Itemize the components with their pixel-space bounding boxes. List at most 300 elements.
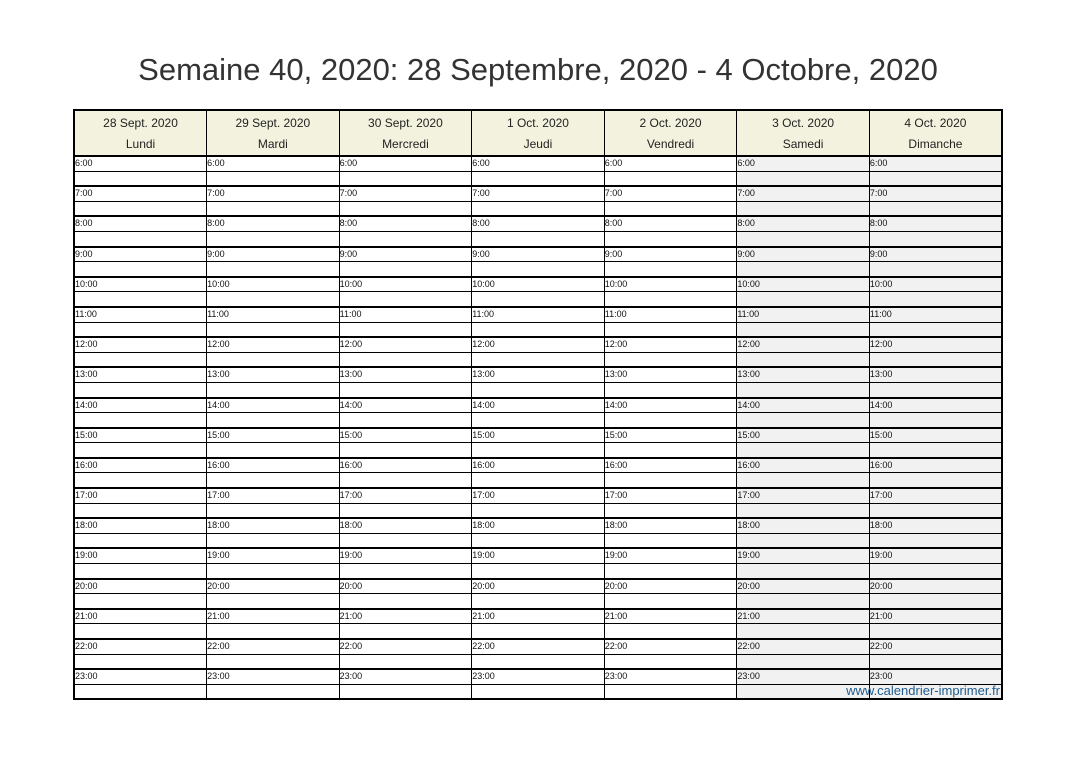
hour-row (74, 186, 1002, 201)
time-slot[interactable]: 20:00 (869, 579, 1002, 594)
time-slot[interactable]: 19:00 (737, 548, 870, 563)
time-slot[interactable] (207, 201, 340, 216)
day-name: Samedi (782, 136, 824, 151)
time-slot[interactable]: 11:00 (869, 307, 1002, 322)
time-slot[interactable] (207, 322, 340, 337)
time-slot[interactable]: 18:00 (339, 518, 472, 533)
time-slot[interactable]: 17:00 (869, 488, 1002, 503)
day-name: Mercredi (382, 136, 429, 151)
time-slot[interactable]: 17:00 (339, 488, 472, 503)
time-slot[interactable]: 20:00 (737, 579, 870, 594)
time-slot[interactable]: 7:00 (472, 186, 605, 201)
time-slot[interactable] (604, 654, 737, 669)
time-slot[interactable]: 21:00 (869, 609, 1002, 624)
time-slot[interactable]: 8:00 (472, 216, 605, 231)
time-slot[interactable] (207, 171, 340, 186)
time-slot[interactable] (604, 624, 737, 639)
time-slot[interactable] (604, 171, 737, 186)
time-slot[interactable]: 13:00 (869, 367, 1002, 382)
time-slot[interactable] (207, 564, 340, 579)
time-slot[interactable] (74, 503, 207, 518)
time-slot[interactable] (74, 201, 207, 216)
time-slot[interactable] (339, 443, 472, 458)
time-slot[interactable]: 21:00 (207, 609, 340, 624)
time-slot[interactable] (737, 533, 870, 548)
time-slot[interactable] (869, 624, 1002, 639)
time-slot[interactable] (74, 443, 207, 458)
day-date: 28 Sept. 2020 (103, 115, 178, 130)
time-slot[interactable]: 11:00 (472, 307, 605, 322)
time-slot[interactable] (737, 503, 870, 518)
time-slot[interactable] (869, 262, 1002, 277)
day-date: 1 Oct. 2020 (506, 115, 569, 130)
time-slot[interactable]: 23:00 (472, 669, 605, 684)
time-slot[interactable] (207, 684, 340, 699)
time-slot[interactable]: 18:00 (74, 518, 207, 533)
time-slot[interactable]: 17:00 (604, 488, 737, 503)
time-slot[interactable] (472, 171, 605, 186)
time-slot[interactable]: 10:00 (472, 277, 605, 292)
time-slot[interactable]: 7:00 (604, 186, 737, 201)
day-header-samedi (737, 110, 870, 156)
time-slot[interactable] (207, 533, 340, 548)
time-slot[interactable]: 20:00 (74, 579, 207, 594)
time-slot[interactable]: 10:00 (339, 277, 472, 292)
time-slot[interactable]: 13:00 (604, 367, 737, 382)
time-slot[interactable] (74, 413, 207, 428)
time-slot[interactable] (869, 533, 1002, 548)
day-name: Vendredi (646, 136, 695, 151)
time-slot[interactable]: 6:00 (604, 156, 737, 171)
time-slot[interactable] (339, 684, 472, 699)
time-slot[interactable]: 20:00 (207, 579, 340, 594)
time-slot[interactable] (737, 292, 870, 307)
time-slot[interactable] (207, 262, 340, 277)
time-slot[interactable]: 14:00 (472, 398, 605, 413)
time-slot[interactable] (207, 443, 340, 458)
time-slot[interactable] (207, 382, 340, 397)
time-slot[interactable] (472, 624, 605, 639)
time-slot[interactable] (869, 171, 1002, 186)
time-slot[interactable]: 12:00 (604, 337, 737, 352)
time-slot[interactable] (869, 443, 1002, 458)
time-slot[interactable] (737, 413, 870, 428)
day-date: 30 Sept. 2020 (368, 115, 443, 130)
time-slot[interactable] (207, 654, 340, 669)
day-header-vendredi (604, 110, 737, 156)
time-slot[interactable] (737, 654, 870, 669)
time-slot[interactable]: 9:00 (207, 247, 340, 262)
time-slot[interactable] (74, 171, 207, 186)
time-slot[interactable]: 10:00 (737, 277, 870, 292)
time-slot[interactable]: 10:00 (207, 277, 340, 292)
half-hour-row (74, 473, 1002, 488)
time-slot[interactable] (869, 564, 1002, 579)
time-slot[interactable]: 13:00 (74, 367, 207, 382)
time-slot[interactable]: 14:00 (74, 398, 207, 413)
hour-row (74, 216, 1002, 231)
time-slot[interactable]: 8:00 (604, 216, 737, 231)
day-header-dimanche (869, 110, 1002, 156)
time-slot[interactable] (74, 382, 207, 397)
time-slot[interactable] (604, 533, 737, 548)
time-slot[interactable] (472, 413, 605, 428)
time-slot[interactable]: 13:00 (339, 367, 472, 382)
time-slot[interactable] (869, 654, 1002, 669)
time-slot[interactable] (472, 352, 605, 367)
time-slot[interactable]: 22:00 (869, 639, 1002, 654)
time-slot[interactable] (869, 594, 1002, 609)
website-link[interactable]: www.calendrier-imprimer.fr (846, 683, 1000, 698)
time-slot[interactable] (869, 413, 1002, 428)
time-slot[interactable] (339, 654, 472, 669)
time-slot[interactable] (737, 262, 870, 277)
time-slot[interactable] (74, 231, 207, 246)
time-slot[interactable]: 13:00 (737, 367, 870, 382)
day-date: 4 Oct. 2020 (904, 115, 967, 130)
half-hour-row (74, 322, 1002, 337)
time-slot[interactable] (604, 231, 737, 246)
page-title: Semaine 40, 2020: 28 Septembre, 2020 - 4 Octobre, 2020 (138, 52, 938, 87)
time-slot[interactable] (737, 624, 870, 639)
time-slot[interactable] (339, 473, 472, 488)
time-slot[interactable]: 23:00 (604, 669, 737, 684)
hour-row (74, 428, 1002, 443)
half-hour-row (74, 201, 1002, 216)
hour-row (74, 639, 1002, 654)
time-slot[interactable] (74, 654, 207, 669)
time-slot[interactable] (737, 231, 870, 246)
time-slot[interactable]: 19:00 (472, 548, 605, 563)
day-header-lundi (74, 110, 207, 156)
time-slot[interactable] (604, 684, 737, 699)
time-slot[interactable] (737, 594, 870, 609)
time-slot[interactable]: 7:00 (339, 186, 472, 201)
half-hour-row (74, 564, 1002, 579)
time-slot[interactable]: 20:00 (604, 579, 737, 594)
time-slot[interactable]: 6:00 (869, 156, 1002, 171)
time-slot[interactable] (604, 473, 737, 488)
time-slot[interactable] (339, 382, 472, 397)
time-slot[interactable]: 22:00 (74, 639, 207, 654)
hour-row (74, 548, 1002, 563)
time-slot[interactable]: 10:00 (604, 277, 737, 292)
time-slot[interactable] (339, 413, 472, 428)
half-hour-row (74, 292, 1002, 307)
time-slot[interactable]: 7:00 (74, 186, 207, 201)
time-slot[interactable]: 12:00 (74, 337, 207, 352)
time-slot[interactable]: 16:00 (472, 458, 605, 473)
time-slot[interactable]: 21:00 (472, 609, 605, 624)
time-slot[interactable]: 13:00 (472, 367, 605, 382)
time-slot[interactable] (737, 473, 870, 488)
half-hour-row (74, 231, 1002, 246)
time-slot[interactable]: 16:00 (604, 458, 737, 473)
day-name: Jeudi (523, 136, 553, 151)
time-slot[interactable]: 8:00 (737, 216, 870, 231)
time-slot[interactable]: 18:00 (472, 518, 605, 533)
time-slot[interactable]: 14:00 (869, 398, 1002, 413)
time-slot[interactable]: 15:00 (472, 428, 605, 443)
time-slot[interactable]: 16:00 (339, 458, 472, 473)
time-slot[interactable]: 22:00 (207, 639, 340, 654)
time-slot[interactable] (339, 352, 472, 367)
time-slot[interactable] (604, 443, 737, 458)
half-hour-row (74, 654, 1002, 669)
day-name: Dimanche (908, 136, 963, 151)
half-hour-row (74, 171, 1002, 186)
hour-row (74, 609, 1002, 624)
time-slot[interactable]: 12:00 (339, 337, 472, 352)
time-slot[interactable] (472, 262, 605, 277)
half-hour-row (74, 382, 1002, 397)
time-slot[interactable]: 21:00 (737, 609, 870, 624)
time-slot[interactable] (604, 413, 737, 428)
time-slot[interactable] (869, 503, 1002, 518)
half-hour-row (74, 443, 1002, 458)
time-slot[interactable] (472, 322, 605, 337)
time-slot[interactable] (869, 231, 1002, 246)
time-slot[interactable] (339, 201, 472, 216)
hour-row (74, 247, 1002, 262)
time-slot[interactable] (207, 352, 340, 367)
time-slot[interactable]: 11:00 (74, 307, 207, 322)
time-slot[interactable]: 20:00 (339, 579, 472, 594)
time-slot[interactable] (339, 564, 472, 579)
time-slot[interactable]: 9:00 (737, 247, 870, 262)
time-slot[interactable]: 16:00 (869, 458, 1002, 473)
time-slot[interactable] (869, 382, 1002, 397)
time-slot[interactable]: 8:00 (339, 216, 472, 231)
time-slot[interactable]: 18:00 (869, 518, 1002, 533)
time-slot[interactable] (737, 564, 870, 579)
time-slot[interactable] (74, 473, 207, 488)
time-slot[interactable] (339, 594, 472, 609)
time-slot[interactable]: 19:00 (74, 548, 207, 563)
time-slot[interactable]: 9:00 (869, 247, 1002, 262)
time-slot[interactable]: 23:00 (74, 669, 207, 684)
time-slot[interactable]: 15:00 (207, 428, 340, 443)
time-slot[interactable] (604, 352, 737, 367)
time-slot[interactable]: 14:00 (339, 398, 472, 413)
time-slot[interactable]: 11:00 (207, 307, 340, 322)
time-slot[interactable] (604, 382, 737, 397)
hour-row (74, 156, 1002, 171)
time-slot[interactable] (472, 533, 605, 548)
time-slot[interactable] (604, 292, 737, 307)
time-slot[interactable]: 17:00 (207, 488, 340, 503)
time-slot[interactable]: 7:00 (869, 186, 1002, 201)
time-slot[interactable]: 15:00 (604, 428, 737, 443)
half-hour-row (74, 503, 1002, 518)
time-slot[interactable]: 8:00 (869, 216, 1002, 231)
time-slot[interactable] (339, 231, 472, 246)
time-slot[interactable] (74, 352, 207, 367)
time-slot[interactable]: 6:00 (207, 156, 340, 171)
time-slot[interactable]: 9:00 (472, 247, 605, 262)
time-slot[interactable]: 14:00 (737, 398, 870, 413)
time-slot[interactable] (737, 322, 870, 337)
half-hour-row (74, 624, 1002, 639)
time-slot[interactable]: 14:00 (604, 398, 737, 413)
time-slot[interactable]: 22:00 (604, 639, 737, 654)
week-calendar-table (73, 109, 1003, 700)
time-slot[interactable] (737, 352, 870, 367)
time-slot[interactable] (207, 473, 340, 488)
time-slot[interactable]: 8:00 (207, 216, 340, 231)
time-slot[interactable] (472, 503, 605, 518)
day-header-mercredi (339, 110, 472, 156)
time-slot[interactable] (339, 533, 472, 548)
time-slot[interactable] (74, 624, 207, 639)
time-slot[interactable]: 8:00 (74, 216, 207, 231)
time-slot[interactable] (604, 503, 737, 518)
time-slot[interactable]: 11:00 (604, 307, 737, 322)
time-slot[interactable] (604, 262, 737, 277)
time-slot[interactable]: 7:00 (737, 186, 870, 201)
time-slot[interactable] (869, 322, 1002, 337)
day-date: 3 Oct. 2020 (772, 115, 835, 130)
time-slot[interactable] (339, 292, 472, 307)
time-slot[interactable] (472, 564, 605, 579)
time-slot[interactable]: 22:00 (737, 639, 870, 654)
time-slot[interactable] (869, 352, 1002, 367)
time-slot[interactable]: 16:00 (74, 458, 207, 473)
time-slot[interactable]: 18:00 (737, 518, 870, 533)
time-slot[interactable] (737, 382, 870, 397)
time-slot[interactable] (207, 503, 340, 518)
time-slot[interactable] (869, 292, 1002, 307)
time-slot[interactable]: 23:00 (869, 669, 1002, 684)
time-slot[interactable]: 17:00 (737, 488, 870, 503)
time-slot[interactable]: 6:00 (472, 156, 605, 171)
hour-row (74, 277, 1002, 292)
time-slot[interactable] (604, 322, 737, 337)
time-slot[interactable]: 19:00 (604, 548, 737, 563)
time-slot[interactable] (207, 624, 340, 639)
time-slot[interactable] (737, 201, 870, 216)
time-slot[interactable]: 18:00 (207, 518, 340, 533)
time-slot[interactable]: 15:00 (737, 428, 870, 443)
time-slot[interactable]: 17:00 (472, 488, 605, 503)
time-slot[interactable]: 15:00 (869, 428, 1002, 443)
time-slot[interactable]: 21:00 (339, 609, 472, 624)
time-slot[interactable]: 18:00 (604, 518, 737, 533)
time-slot[interactable] (74, 322, 207, 337)
time-slot[interactable] (604, 564, 737, 579)
time-slot[interactable]: 10:00 (869, 277, 1002, 292)
day-date: 29 Sept. 2020 (235, 115, 311, 130)
time-slot[interactable] (869, 201, 1002, 216)
time-slot[interactable] (472, 684, 605, 699)
time-slot[interactable]: 22:00 (472, 639, 605, 654)
time-slot[interactable]: 19:00 (869, 548, 1002, 563)
time-slot[interactable] (472, 473, 605, 488)
time-slot[interactable] (74, 594, 207, 609)
hour-row (74, 458, 1002, 473)
time-slot[interactable]: 19:00 (207, 548, 340, 563)
time-slot[interactable] (472, 654, 605, 669)
time-slot[interactable] (472, 201, 605, 216)
time-slot[interactable]: 16:00 (207, 458, 340, 473)
half-hour-row (74, 352, 1002, 367)
time-slot[interactable] (74, 564, 207, 579)
time-slot[interactable] (339, 171, 472, 186)
time-slot[interactable]: 23:00 (207, 669, 340, 684)
day-date: 2 Oct. 2020 (639, 115, 702, 130)
time-slot[interactable]: 7:00 (207, 186, 340, 201)
time-slot[interactable] (74, 292, 207, 307)
time-slot[interactable]: 21:00 (74, 609, 207, 624)
time-slot[interactable] (737, 171, 870, 186)
time-slot[interactable] (339, 624, 472, 639)
time-slot[interactable]: 14:00 (207, 398, 340, 413)
time-slot[interactable] (472, 594, 605, 609)
time-slot[interactable]: 6:00 (74, 156, 207, 171)
time-slot[interactable] (339, 503, 472, 518)
time-slot[interactable]: 9:00 (74, 247, 207, 262)
time-slot[interactable]: 15:00 (339, 428, 472, 443)
time-slot[interactable]: 21:00 (604, 609, 737, 624)
half-hour-row (74, 262, 1002, 277)
time-slot[interactable] (207, 231, 340, 246)
time-slot[interactable]: 16:00 (737, 458, 870, 473)
time-slot[interactable]: 23:00 (737, 669, 870, 684)
time-slot[interactable] (207, 413, 340, 428)
time-slot[interactable] (472, 443, 605, 458)
time-slot[interactable]: 17:00 (74, 488, 207, 503)
day-name: Mardi (257, 136, 288, 151)
time-slot[interactable] (74, 533, 207, 548)
time-slot[interactable] (74, 684, 207, 699)
time-slot[interactable]: 9:00 (604, 247, 737, 262)
time-slot[interactable] (74, 262, 207, 277)
time-slot[interactable]: 19:00 (339, 548, 472, 563)
time-slot[interactable] (869, 473, 1002, 488)
time-slot[interactable] (339, 262, 472, 277)
time-slot[interactable]: 20:00 (472, 579, 605, 594)
time-slot[interactable]: 11:00 (339, 307, 472, 322)
time-slot[interactable]: 6:00 (737, 156, 870, 171)
time-slot[interactable] (472, 292, 605, 307)
time-slot[interactable] (604, 594, 737, 609)
time-slot[interactable]: 12:00 (737, 337, 870, 352)
time-slot[interactable] (472, 231, 605, 246)
time-slot[interactable] (207, 292, 340, 307)
time-slot[interactable]: 9:00 (339, 247, 472, 262)
half-hour-row (74, 413, 1002, 428)
time-slot[interactable] (472, 382, 605, 397)
time-slot[interactable] (737, 443, 870, 458)
day-header-mardi (207, 110, 340, 156)
time-slot[interactable]: 11:00 (737, 307, 870, 322)
time-slot[interactable] (207, 594, 340, 609)
time-slot[interactable]: 13:00 (207, 367, 340, 382)
hour-row (74, 518, 1002, 533)
time-slot[interactable]: 12:00 (869, 337, 1002, 352)
time-slot[interactable]: 22:00 (339, 639, 472, 654)
time-slot[interactable]: 23:00 (339, 669, 472, 684)
time-slot[interactable]: 10:00 (74, 277, 207, 292)
time-slot[interactable]: 12:00 (207, 337, 340, 352)
time-slot[interactable] (339, 322, 472, 337)
time-slot[interactable] (604, 201, 737, 216)
time-slot[interactable]: 15:00 (74, 428, 207, 443)
time-slot[interactable]: 12:00 (472, 337, 605, 352)
time-slot[interactable]: 6:00 (339, 156, 472, 171)
half-hour-row (74, 594, 1002, 609)
day-name: Lundi (125, 136, 156, 151)
